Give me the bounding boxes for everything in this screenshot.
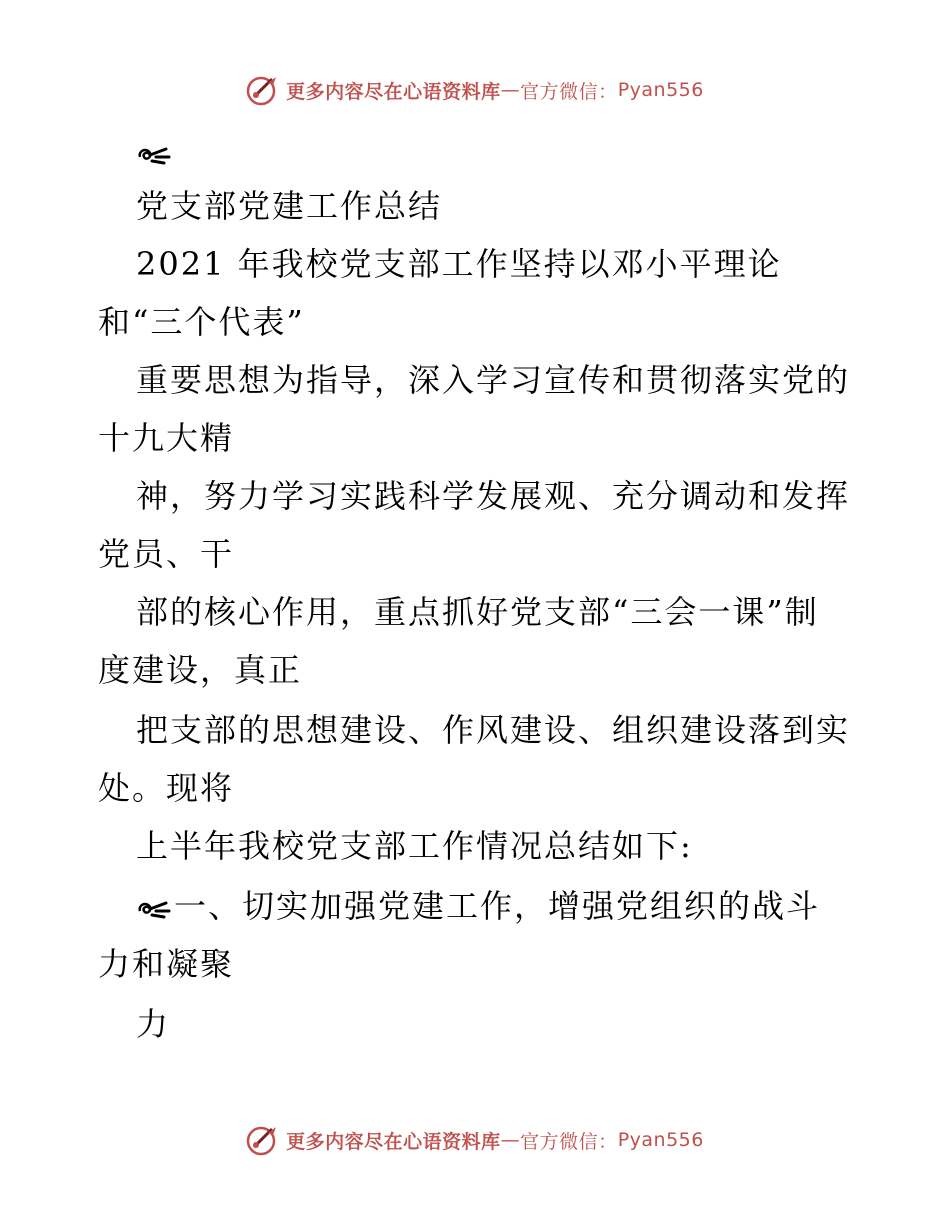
paragraph-line: 2021 年我校党支部工作坚持以邓小平理论 xyxy=(136,245,782,283)
banner-wechat-label: 官方微信： xyxy=(520,1130,618,1153)
banner-wechat-id: Pyan556 xyxy=(617,1129,704,1151)
paragraph-line: 部的核心作用，重点抓好党支部“三会一课”制 xyxy=(136,593,819,631)
section-heading-line xyxy=(136,886,820,926)
banner-separator: — xyxy=(500,79,521,101)
paragraph-line: 把支部的思想建设、作风建设、组织建设落到实 xyxy=(136,711,851,749)
swirl-bullet-icon xyxy=(136,897,172,921)
swirl-bullet-icon xyxy=(136,143,172,167)
paragraph-line: 度建设，真正 xyxy=(98,651,303,689)
banner-separator: — xyxy=(500,1129,521,1151)
paragraph-line: 和“三个代表” xyxy=(98,303,305,341)
paragraph-line: 力和凝聚 xyxy=(98,945,235,983)
header-watermark-banner xyxy=(0,70,950,110)
banner-wechat-label: 官方微信： xyxy=(520,80,618,103)
paragraph-line: 重要思想为指导，深入学习宣传和贯彻落实党的 xyxy=(136,361,851,399)
paragraph-line: 力 xyxy=(136,1005,171,1043)
paragraph-line: 党员、干 xyxy=(98,535,235,573)
paragraph-line: 处。现将 xyxy=(98,769,235,807)
brand-logo-icon xyxy=(246,73,280,107)
section-heading-text: 一、切实加强党建工作，增强党组织的战斗 xyxy=(174,887,821,925)
footer-watermark-banner xyxy=(0,1120,950,1160)
paragraph-line: 十九大精 xyxy=(98,419,235,457)
document-title: 党支部党建工作总结 xyxy=(136,187,443,225)
banner-main-text: 更多内容尽在心语资料库 xyxy=(286,80,501,103)
ornament-line xyxy=(136,132,174,172)
banner-wechat-id: Pyan556 xyxy=(617,79,704,101)
paragraph-line: 神，努力学习实践科学发展观、充分调动和发挥 xyxy=(136,477,851,515)
paragraph-line: 上半年我校党支部工作情况总结如下: xyxy=(136,827,693,865)
brand-logo-icon xyxy=(246,1123,280,1157)
banner-main-text: 更多内容尽在心语资料库 xyxy=(286,1130,501,1153)
